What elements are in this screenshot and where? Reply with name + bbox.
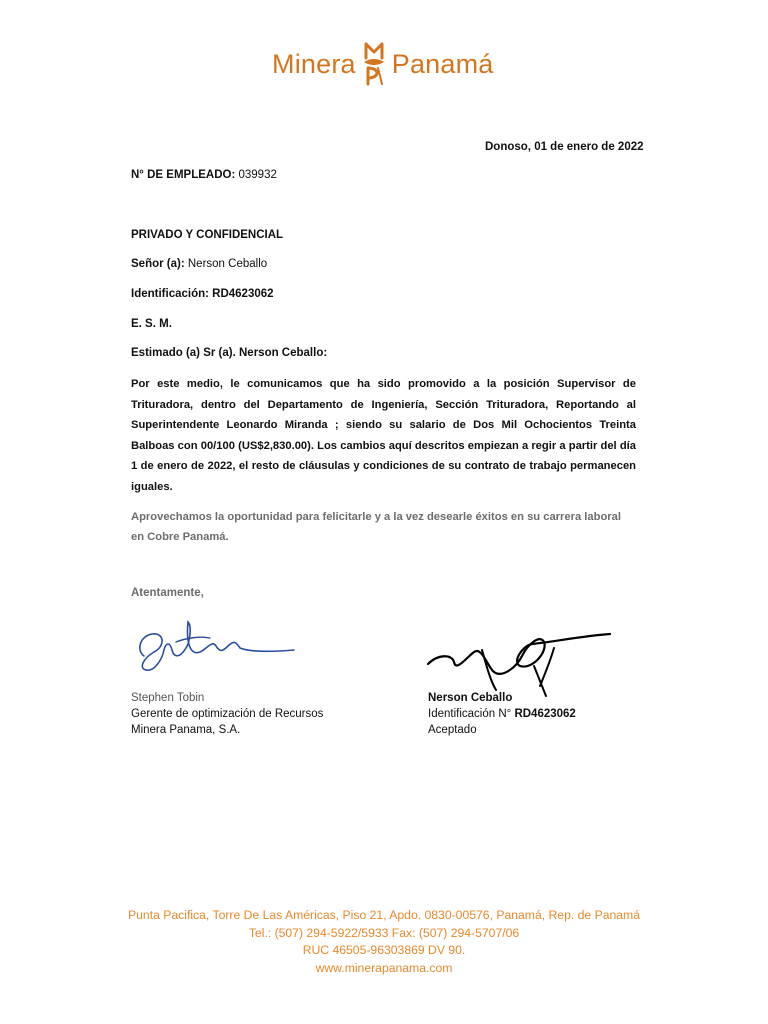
addressee-line [131,256,267,272]
signer-company: Minera Panama, S.A. [131,724,241,736]
employee-number-line [131,167,277,183]
signer-name: Stephen Tobin [131,692,205,704]
identification-line [131,286,274,302]
employee-number-label: N° DE EMPLEADO: [131,169,236,181]
addressee-name: Nerson Ceballo [187,258,268,270]
identification-value: RD4623062 [212,288,274,300]
addressee-label: Señor (a): [131,258,185,270]
recipient-id-value: RD4623062 [514,708,576,720]
footer-ruc: RUC 46505-96303869 DV 90. [302,943,466,957]
signature-stephen-tobin [130,612,300,682]
congratulations-paragraph: Aprovechamos la oportunidad para felicitarle y a la vez desearle éxitos en su carrera laboral en Cobre Panamá. [131,511,621,543]
recipient-name: Nerson Ceballo [428,692,513,704]
footer [0,907,768,977]
letter-date: Donoso, 01 de enero de 2022 [485,141,644,153]
private-confidential: PRIVADO Y CONFIDENCIAL [131,229,284,241]
recipient-id-line [428,706,576,722]
footer-website[interactable]: www.minerapanama.com [315,960,453,975]
closing: Atentamente, [131,587,204,599]
greeting: Estimado (a) Sr (a). Nerson Ceballo: [131,347,328,359]
logo-word-left: Minera [272,48,356,79]
esm-line: E. S. M. [131,318,172,330]
footer-address: Punta Pacifica, Torre De Las Américas, Piso 21, Apdo. 0830-00576, Panamá, Rep. de Panamá [128,908,640,922]
minera-panama-emblem-icon [360,38,388,90]
identification-label: Identificación: [131,288,209,300]
company-logo [272,34,496,94]
recipient-status: Aceptado [428,724,477,736]
logo-word-right: Panamá [391,48,494,79]
letter-body: Por este medio, le comunicamos que ha sido promovido a la posición Supervisor de Trituradora, dentro del Departamento de Ingeniería, Sección Trituradora, Reportando al Superintendente Leonardo Miranda ; siendo su salario de Dos Mil Ochocientos Treinta Balboas con 00/100 (US$2,830.00). Los cambios aquí descritos empiezan a regir a partir del día 1 de enero de 2022, el resto de cláusulas y condiciones de su contrato de trabajo permanecen iguales. [131,378,636,493]
recipient-id-label: Identificación N° [428,708,512,720]
footer-phones: Tel.: (507) 294-5922/5933 Fax: (507) 294-5707/06 [248,925,520,940]
signer-title: Gerente de optimización de Recursos [131,708,324,720]
employee-number-value: 039932 [238,169,277,181]
